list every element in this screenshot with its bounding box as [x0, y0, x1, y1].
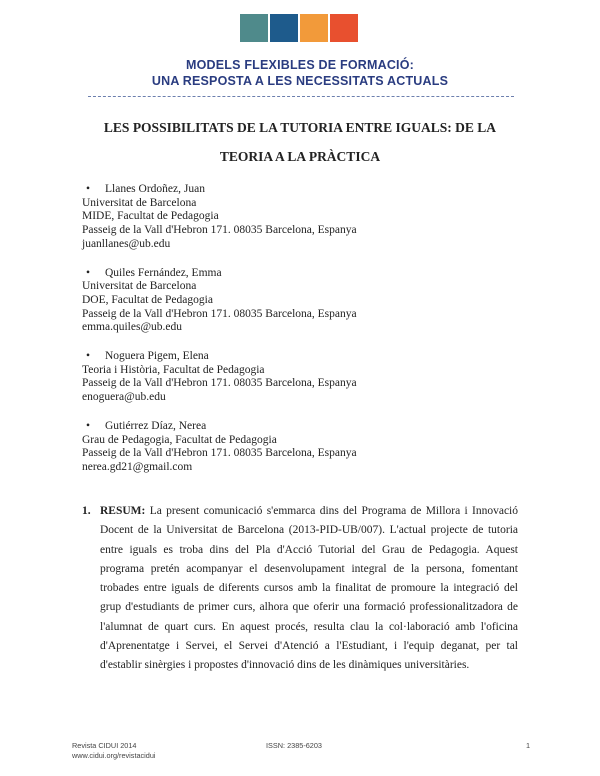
page-number: 1 [525, 741, 530, 750]
abstract-heading: RESUM: [100, 505, 146, 517]
author-address: Passeig de la Vall d'Hebron 171. 08035 Barcelona, Espanya [82, 377, 357, 390]
author-department: Grau de Pedagogia, Facultat de Pedagogia [82, 433, 277, 446]
author-affiliation: Universitat de Barcelona [82, 196, 197, 209]
abstract-section [82, 502, 518, 676]
author-name: • Llanes Ordoñez, Juan [82, 183, 542, 197]
abstract-paragraph [100, 502, 518, 676]
author-address: Passeig de la Vall d'Hebron 171. 08035 Barcelona, Espanya [82, 447, 357, 460]
paper-title-line1: LES POSSIBILITATS DE LA TUTORIA ENTRE IGUALS: DE LA [103, 120, 497, 135]
footer-journal: Revista CIDUI 2014 [72, 741, 137, 750]
author-address: Passeig de la Vall d'Hebron 171. 08035 Barcelona, Espanya [82, 307, 357, 320]
author-email: nerea.gd21@gmail.com [82, 460, 193, 473]
section-number: 1. [82, 505, 91, 517]
author-department: DOE, Facultat de Pedagogia [82, 293, 213, 306]
author-email: emma.quiles@ub.edu [82, 321, 183, 334]
journal-logo [240, 14, 358, 42]
author-affiliation: Universitat de Barcelona [82, 280, 197, 293]
abstract-text: La present comunicació s'emmarca dins del Programa de Millora i Innovació Docent de la Universitat de Barcelona (2013-PID-UB/007). L'actual projecte de tutoria entre iguals es troba dins del Pla d'Acció Tutorial del Grau de Pedagogia. Aquest programa pretén acompanyar el desenvolupament integral de la persona, fomentant trobades entre iguals de diferents cursos amb la finalitat de promoure la integració del grup d'estudiants de primer curs, alhora que oferir una formació professionalitzadora de l'alumnat de quart curs. En aquest procés, resulta clau la col·laboració amb l'oficina d'Aprenentatge i Servei, el Servei d'Atenció a l'Estudiant, i l'equip deganat, per tal d'establir sinèrgies i propostes d'innovació dins de les dinàmiques universitàries. [100, 505, 518, 672]
logo-square-blue [270, 14, 298, 42]
logo-square-red [330, 14, 358, 42]
paper-title-line2: TEORIA A LA PRÀCTICA [219, 149, 381, 164]
conference-theme-line1: MODELS FLEXIBLES DE FORMACIÓ: [185, 58, 415, 72]
logo-square-teal [240, 14, 268, 42]
author-name: • Quiles Fernández, Emma [82, 267, 542, 281]
author-entry [82, 267, 542, 336]
author-address: Passeig de la Vall d'Hebron 171. 08035 Barcelona, Espanya [82, 224, 357, 237]
author-list [82, 183, 542, 490]
author-email: enoguera@ub.edu [82, 391, 166, 404]
divider [88, 96, 514, 97]
author-entry [82, 183, 542, 252]
author-name: • Noguera Pigem, Elena [82, 350, 542, 364]
conference-theme [0, 57, 600, 89]
author-department: MIDE, Facultat de Pedagogia [82, 210, 219, 223]
author-entry [82, 420, 542, 475]
conference-theme-line2: UNA RESPOSTA A LES NECESSITATS ACTUALS [151, 74, 449, 88]
logo-square-orange [300, 14, 328, 42]
footer-url: www.cidui.org/revistacidui [72, 751, 156, 760]
author-email: juanllanes@ub.edu [82, 237, 171, 250]
author-department: Teoria i Història, Facultat de Pedagogia [82, 363, 265, 376]
author-entry [82, 350, 542, 405]
footer-issn: ISSN: 2385-6203 [266, 741, 322, 750]
author-name: • Gutiérrez Díaz, Nerea [82, 420, 542, 434]
paper-title [70, 113, 530, 171]
footer-journal-info [72, 741, 156, 761]
